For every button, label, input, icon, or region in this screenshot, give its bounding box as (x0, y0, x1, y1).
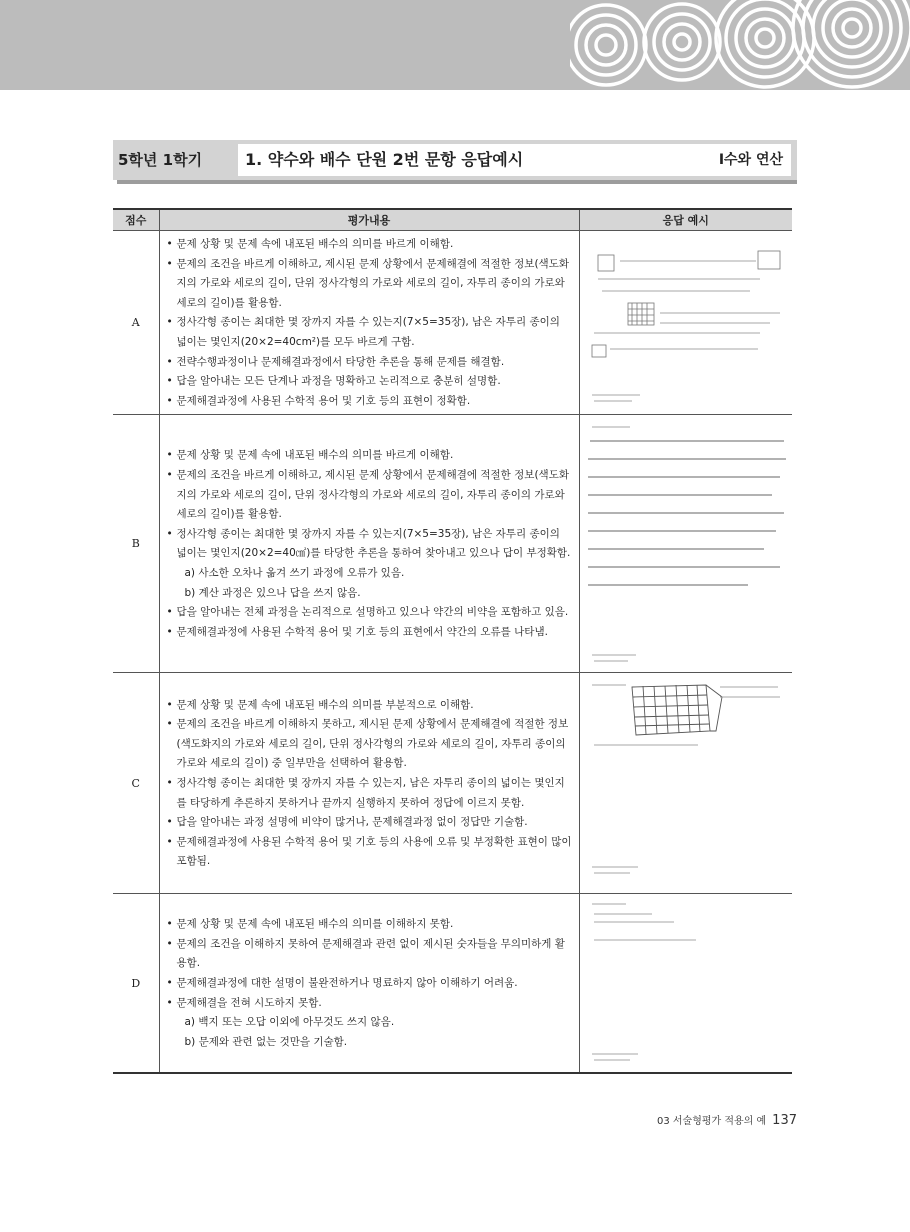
criterion-item: • 문제의 조건을 바르게 이해하고, 제시된 문제 상황에서 문제해결에 적절한 정보(색도화지의 가로와 세로의 길이, 단위 정사각형의 가로와 세로의 길이, 자투리 종이의 가로와 세로의 길이)를 활용함. (166, 257, 569, 309)
response-example-cell (579, 894, 792, 1074)
section-title-bar (113, 140, 797, 180)
grade-label: 5학년 1학기 (118, 151, 203, 169)
criterion-item: • 답을 알아내는 과정 설명에 비약이 많거나, 문제해결과정 없이 정답만 기술함. (166, 816, 528, 829)
criterion-item: • 문제 상황 및 문제 속에 내포된 배수의 의미를 이해하지 못함. (166, 918, 454, 931)
header-example: 응답 예시 (579, 209, 792, 231)
concentric-rings-decoration-icon (570, 0, 910, 90)
category-label: Ⅰ수와 연산 (718, 152, 783, 168)
criterion-item: • 문제해결을 전혀 시도하지 못함. (166, 996, 322, 1009)
criterion-item: • 전략수행과정이나 문제해결과정에서 타당한 추론을 통해 문제를 해결함. (166, 355, 505, 368)
criterion-subitem: b) 문제와 관련 없는 것만을 기술함. (184, 1035, 348, 1048)
handwritten-answer-scan-icon (580, 894, 792, 1072)
grade-cell: A (113, 231, 159, 415)
criterion-item: • 문제 상황 및 문제 속에 내포된 배수의 의미를 부분적으로 이해함. (166, 698, 474, 711)
footer-section: 03 서술형평가 적용의 예 (656, 1116, 767, 1127)
criterion-subitem: a) 백지 또는 오답 이외에 아무것도 쓰지 않음. (184, 1016, 395, 1029)
grade-cell: C (113, 673, 159, 894)
table-row (113, 673, 792, 894)
table-header-row (113, 209, 792, 231)
criterion-item: • 답을 알아내는 모든 단계나 과정을 명확하고 논리적으로 충분히 설명함. (166, 375, 501, 388)
header-band (0, 0, 910, 90)
handwritten-answer-scan-icon (580, 673, 792, 893)
table-row (113, 894, 792, 1074)
title-box (238, 144, 791, 176)
grade-cell: B (113, 415, 159, 673)
title-shadow (117, 180, 797, 184)
criteria-cell (159, 894, 579, 1074)
criterion-subitem: a) 사소한 오차나 옮겨 쓰기 과정에 오류가 있음. (184, 566, 405, 579)
table-row (113, 231, 792, 415)
criterion-item: • 정사각형 종이는 최대한 몇 장까지 자를 수 있는지, 남은 자투리 종이의 넓이는 몇인지를 타당하게 추론하지 못하거나 끝까지 실행하지 못하여 정답에 이르지 못함. (166, 777, 565, 809)
page-footer (622, 1112, 797, 1128)
grade-cell: D (113, 894, 159, 1074)
rubric-table (113, 208, 792, 1074)
criterion-subitem: b) 계산 과정은 있으나 답을 쓰지 않음. (184, 586, 361, 599)
criterion-item: • 문제의 조건을 이해하지 못하여 문제해결과 관련 없이 제시된 숫자들을 무의미하게 활용함. (166, 937, 565, 970)
criterion-item: • 문제 상황 및 문제 속에 내포된 배수의 의미를 바르게 이해함. (166, 238, 454, 250)
criterion-item: • 문제해결과정에 사용된 수학적 용어 및 기호 등의 사용에 오류 및 부정확한 표현이 많이 포함됨. (166, 835, 572, 868)
criteria-cell (159, 231, 579, 415)
response-example-cell (579, 673, 792, 894)
page-title: 1. 약수와 배수 단원 2번 문항 응답예시 (245, 150, 524, 169)
criterion-item: • 답을 알아내는 전체 과정을 논리적으로 설명하고 있으나 약간의 비약을 포함하고 있음. (166, 606, 569, 619)
header-criteria: 평가내용 (159, 209, 579, 231)
criterion-item: • 문제의 조건을 바르게 이해하지 못하고, 제시된 문제 상황에서 문제해결에 적절한 정보(색도화지의 가로와 세로의 길이, 단위 정사각형의 가로와 세로의 길이, 자투리 종이의 가로와 세로의 길이) 중 일부만을 선택하여 활용함. (166, 718, 569, 770)
criterion-item: • 정사각형 종이는 최대한 몇 장까지 자를 수 있는지(7×5=35장), 남은 자투리 종이의 넓이는 몇인지(20×2=40cm²)를 모두 바르게 구함. (166, 316, 560, 348)
criteria-cell (159, 673, 579, 894)
criterion-item: • 정사각형 종이는 최대한 몇 장까지 자를 수 있는지(7×5=35장), 남은 자투리 종이의 넓이는 몇인지(20×2=40㎠)를 타당한 추론을 통하여 찾아내고 있으나 답이 부정확함. (166, 527, 571, 560)
criteria-cell (159, 415, 579, 673)
criterion-item: • 문제의 조건을 바르게 이해하고, 제시된 문제 상황에서 문제해결에 적절한 정보(색도화지의 가로와 세로의 길이, 단위 정사각형의 가로와 세로의 길이, 자투리 종이의 가로와 세로의 길이)를 활용함. (166, 468, 569, 521)
page-number: 137 (772, 1113, 797, 1128)
response-example-cell (579, 231, 792, 415)
table-row (113, 415, 792, 673)
response-example-cell (579, 415, 792, 673)
criterion-item: • 문제해결과정에 대한 설명이 불완전하거나 명료하지 않아 이해하기 어려움. (166, 977, 518, 990)
criterion-item: • 문제해결과정에 사용된 수학적 용어 및 기호 등의 표현에서 약간의 오류를 나타냄. (166, 625, 548, 638)
handwritten-answer-scan-icon (580, 237, 792, 409)
criterion-item: • 문제해결과정에 사용된 수학적 용어 및 기호 등의 표현이 정확함. (166, 394, 471, 407)
header-score: 점수 (113, 209, 159, 231)
handwritten-answer-scan-icon (580, 415, 792, 672)
criterion-item: • 문제 상황 및 문제 속에 내포된 배수의 의미를 바르게 이해함. (166, 449, 454, 462)
